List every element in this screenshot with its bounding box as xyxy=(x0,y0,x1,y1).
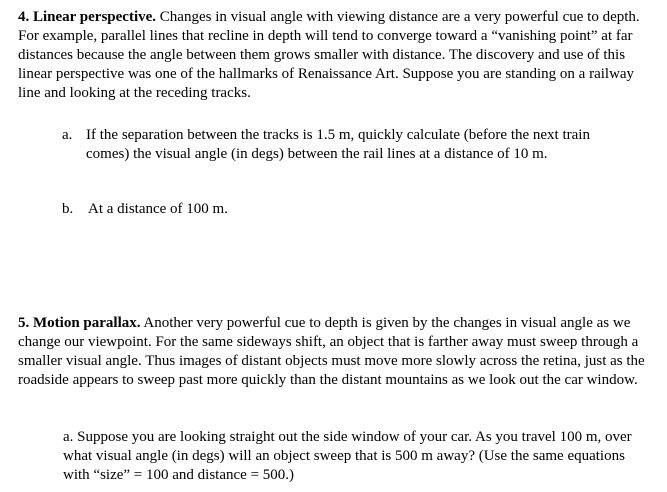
question-4b xyxy=(62,200,632,219)
question-4a-marker: a. xyxy=(62,127,73,143)
question-4b-text: At a distance of 100 m. xyxy=(88,201,228,217)
section-4-body: Changes in visual angle with viewing distance are a very powerful cue to depth. For example, parallel lines that recline in depth will tend to converge toward a “vanishing point” at far distances because the angle between them grows smaller with distance. The discovery and use of this linear perspective was one of the hallmarks of Renaissance Art. Suppose you are standing on a railway line and looking at the receding tracks. xyxy=(18,9,640,101)
section-4-paragraph xyxy=(18,8,648,103)
section-4-heading: 4. Linear perspective. xyxy=(18,9,157,25)
section-5-paragraph xyxy=(18,314,648,390)
question-5a: a. Suppose you are looking straight out the side window of your car. As you travel 100 m, over what visual angle (in degs) will an object sweep that is 500 m away? (Use the same equations with “size” = 100 and distance = 500.) xyxy=(63,429,632,483)
question-4a xyxy=(62,126,632,164)
question-4b-marker: b. xyxy=(62,201,74,217)
question-4a-text: If the separation between the tracks is 1.5 m, quickly calculate (before the next train comes) the visual angle (in degs) between the rail lines at a distance of 10 m. xyxy=(86,127,590,162)
section-5-heading: 5. Motion parallax. xyxy=(18,315,141,331)
section-5-body: Another very powerful cue to depth is given by the changes in visual angle as we change our viewpoint. For the same sideways shift, an object that is farther away must sweep through a smaller visual angle. Thus images of distant objects must move more slowly across the retina, just as the roadside appears to sweep past more quickly than the distant mountains as we look out the car window. xyxy=(18,315,645,388)
